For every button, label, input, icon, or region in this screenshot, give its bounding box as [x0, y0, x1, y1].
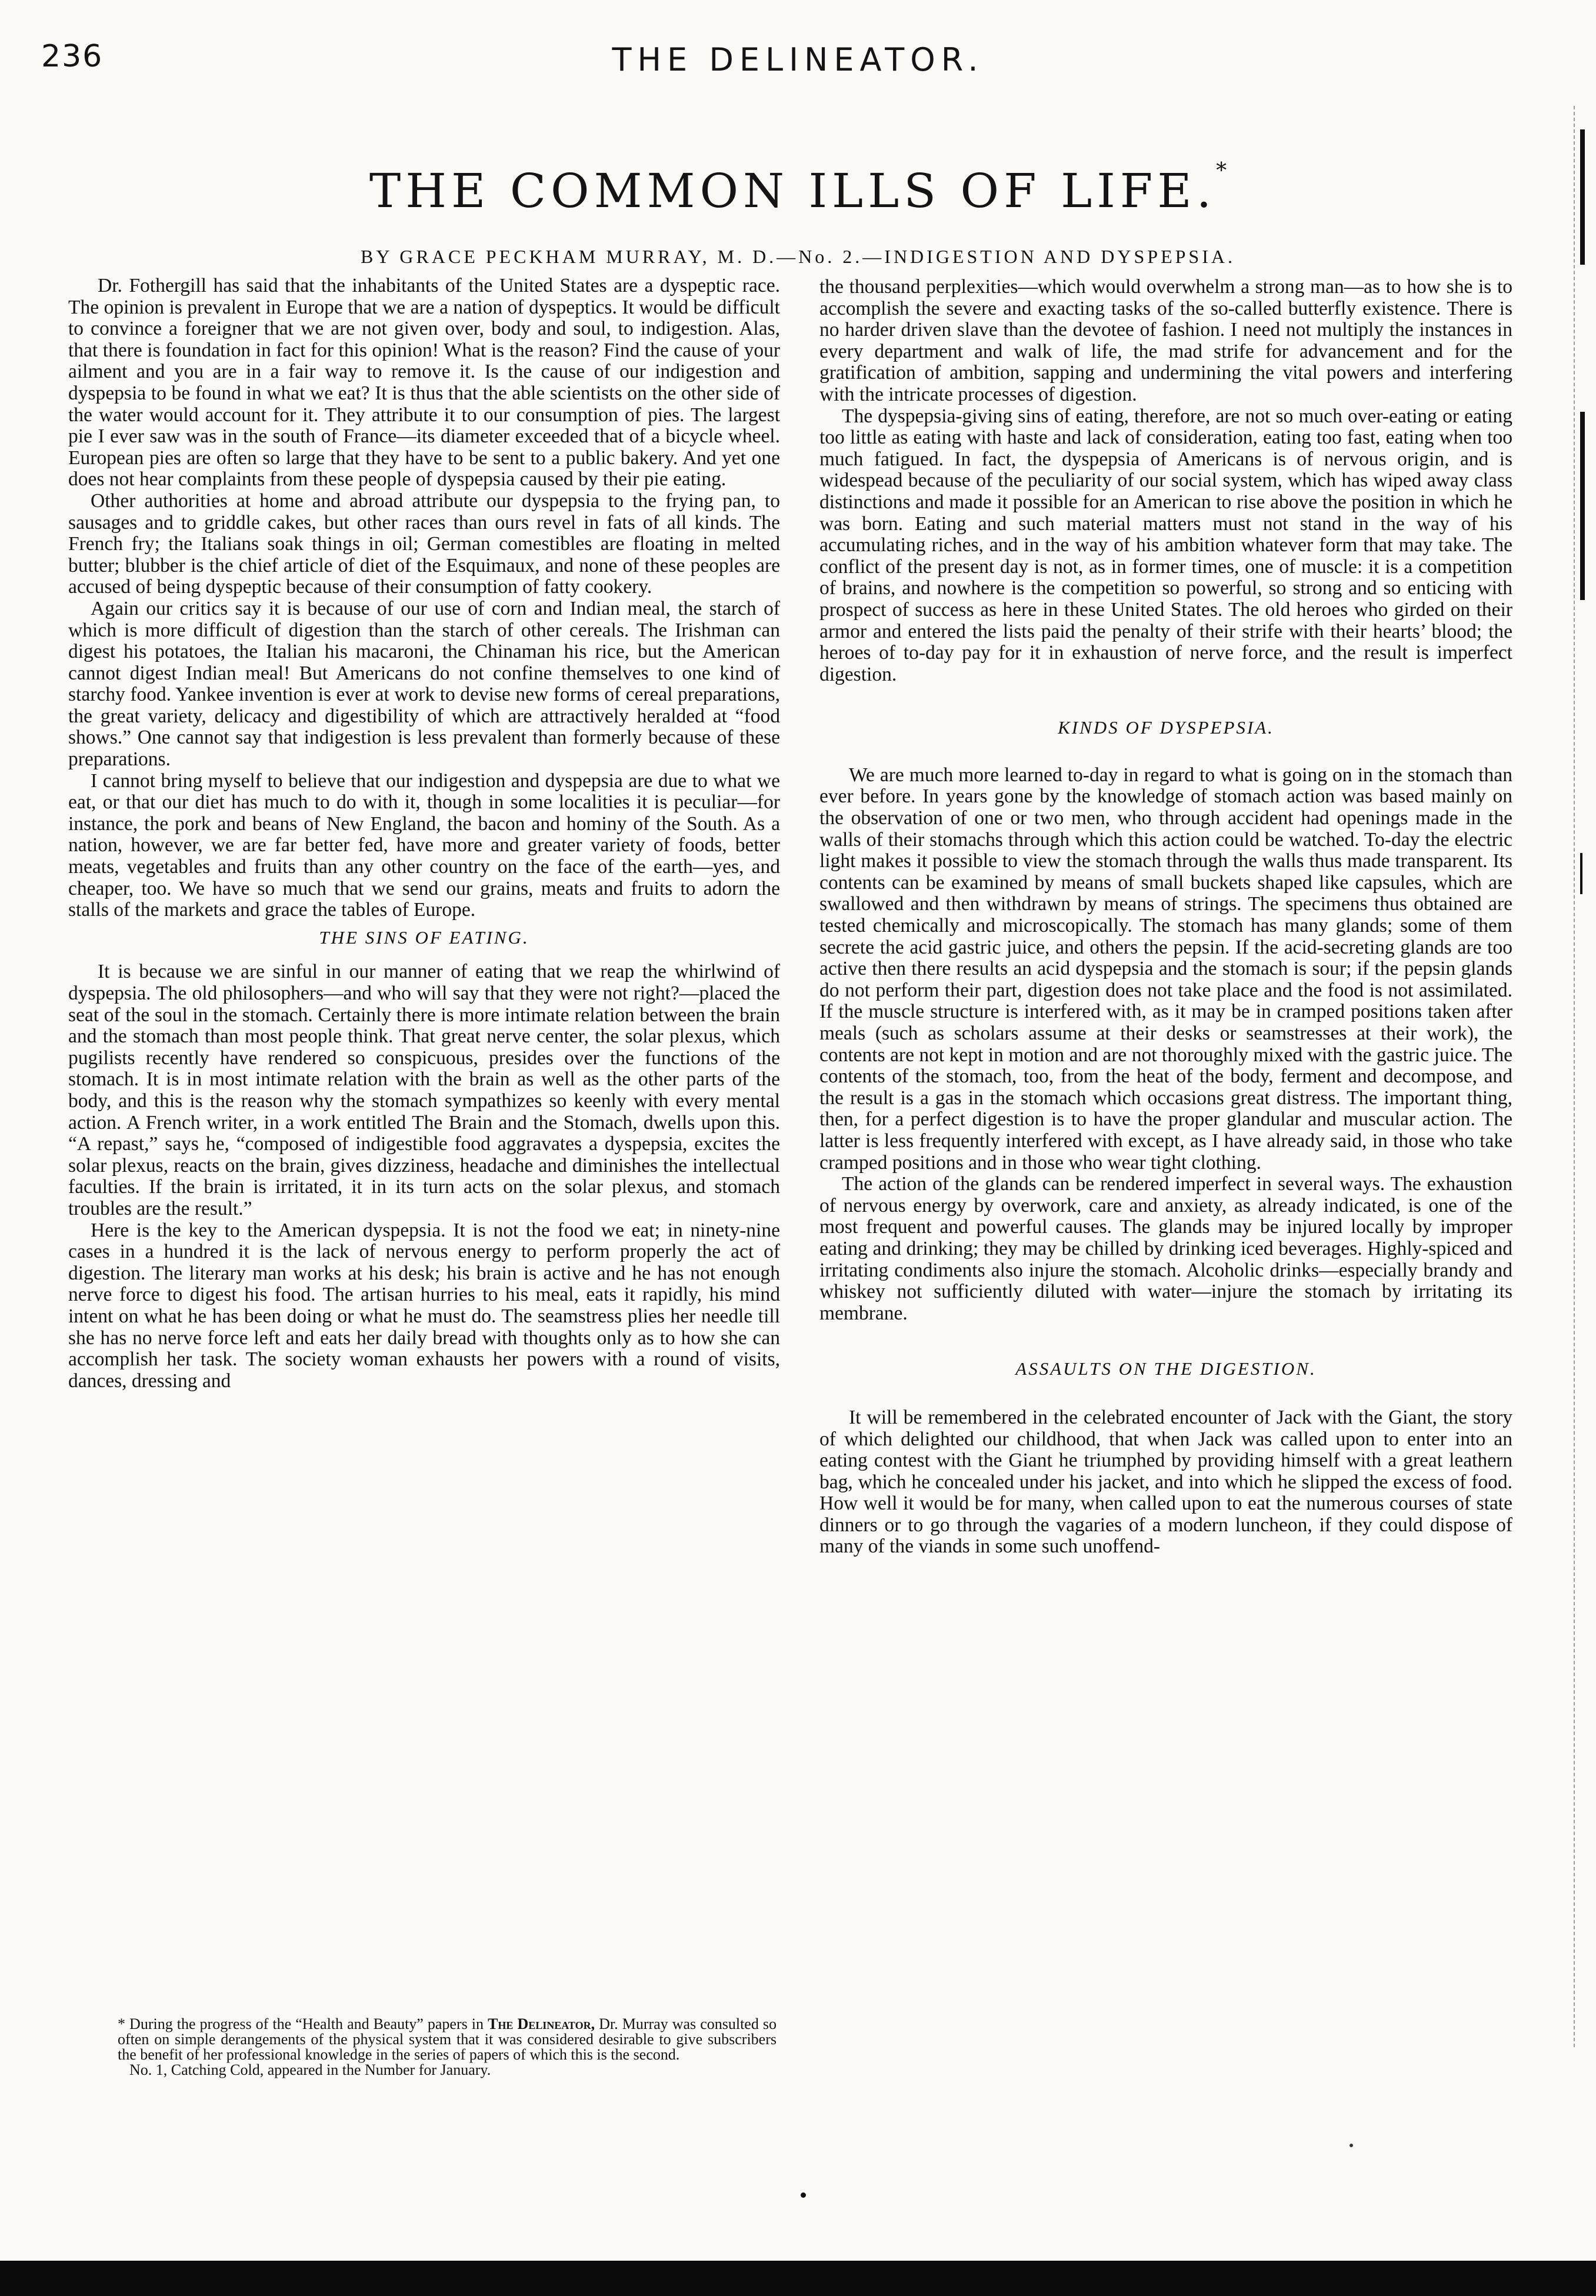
section-heading: ASSAULTS ON THE DIGESTION. — [1015, 1358, 1317, 1379]
scan-border — [0, 2261, 1596, 2296]
footnote-text: Dr. Murray was consulted so often on simple derangements of the physical system that it was considered desirable to give subscribers the benefit of her professional knowledge in the series of papers of which this is the second. — [118, 2015, 777, 2063]
section-heading: THE SINS OF EATING. — [319, 927, 529, 948]
binding-edge — [1574, 106, 1577, 2047]
paragraph: The dyspepsia-giving sins of eating, therefore, are not so much over-eating or eating too little as eating with haste and lack of consideration, eating too fast, eating when too much fatigued. In fact, the dyspepsia of Americans is of nervous origin, and is widespead because of the peculiarity of our social system, which has wiped away class distinctions and made it possible for an American to rise above the position in which he was born. Eating and such material matters must not stand in the way of his accumulating riches, and in the way of his ambition whatever form that may take. The conflict of the present day is not, as in former times, one of muscle: it is a competition of brains, and nowhere is the competition so powerful, so strong and so enticing with prospect of success as here in these United States. The old heroes who girded on their armor and entered the lists paid the penalty of their strife with their hearts’ blood; the heroes of to-day pay for it in exhaustion of nerve force, and the result is imperfect digestion. — [819, 405, 1512, 685]
paragraph: Again our critics say it is because of our use of corn and Indian meal, the starch of which is more difficult of digestion than the starch of other cereals. The Irishman can digest his potatoes, the Italian his macaroni, the Chinaman his rice, but the American cannot digest Indian meal! But Americans do not confine themselves to one kind of starchy food. Yankee invention is ever at work to devise new forms of cereal preparations, the great variety, delicacy and digestibility of which are attractively heralded at “food shows.” One cannot say that indigestion is less prevalent than formerly because of these preparations. — [68, 597, 780, 771]
paragraph: Here is the key to the American dyspepsia. It is not the food we eat; in ninety-nine cases in a hundred it is the lack of nervous energy to perform properly the act of digestion. The literary man works at his desk; his brain is active and he has not enough nerve force to digest his food. The artisan hurries to his meal, eats it rapidly, his mind intent on what he has been doing or what he must do. The seamstress plies her needle till she has no nerve force left and eats her daily bread with thoughts only as to how she can accomplish her task. The society woman exhausts her powers with a round of visits, dances, dressing and — [68, 1219, 780, 1392]
page-number: 236 — [41, 39, 104, 74]
footnote-line — [118, 2017, 777, 2062]
edge-mark — [1580, 129, 1585, 265]
section-heading: KINDS OF DYSPEPSIA. — [1058, 717, 1274, 738]
footnote-magazine-name: The Delineator, — [488, 2015, 595, 2032]
paragraph: Other authorities at home and abroad attribute our dyspepsia to the frying pan, to sausages and to griddle cakes, but other races than ours revel in fats of all kinds. The French fry; the Italians soak things in oil; German comestibles are floating in melted butter; blubber is the chief article of diet of the Esquimaux, and none of these peoples are accused of being dyspeptic because of their consumption of fatty cookery. — [68, 489, 780, 598]
article-byline: BY GRACE PECKHAM MURRAY, M. D.—No. 2.—INDIGESTION AND DYSPEPSIA. — [361, 246, 1235, 267]
paragraph: The action of the glands can be rendered imperfect in several ways. The exhaustion of nervous energy by overwork, care and anxiety, as already indicated, is one of the most frequent and powerful causes. The glands may be injured locally by improper eating and drinking; they may be chilled by drinking iced beverages. Highly-spiced and irritating condiments also injure the stomach. Alcoholic drinks—especially brandy and whiskey not sufficiently diluted with water—injure the stomach by irritating its membrane. — [819, 1173, 1512, 1324]
article-title-text: THE COMMON ILLS OF LIFE. — [369, 164, 1217, 218]
edge-mark — [1580, 412, 1585, 600]
footnote-text: * During the progress of the “Health and Beauty” papers in — [118, 2015, 484, 2032]
paragraph: It is because we are sinful in our manner of eating that we reap the whirlwind of dyspepsia. The old philosophers—and who will say that they were not right?—placed the seat of the soul in the stomach. Certainly there is more intimate relation between the brain and the stomach than most people think. That great nerve center, the solar plexus, which pugilists recently have rendered so conspicuous, presides over the functions of the stomach. It is in most intimate relation with the brain as well as the other parts of the body, and this is the reason why the stomach sympathizes so keenly with every mental action. A French writer, in a work entitled The Brain and the Stomach, dwells upon this. “A repast,” says he, “composed of indigestible food aggravates a dyspepsia, excites the solar plexus, reacts on the brain, gives dizziness, headache and diminishes the intellectual faculties. If the brain is irritated, it in its turn acts on the solar plexus, and stomach troubles are the result.” — [68, 961, 780, 1219]
paragraph: I cannot bring myself to believe that our indigestion and dyspepsia are due to what we eat, or that our diet has much to do with it, though in some localities it is peculiar—for instance, the pork and beans of New England, the bacon and hominy of the South. As a nation, however, we are far better fed, have more and greater variety of foods, better meats, vegetables and fruits than any other country on the face of the earth—yes, and cheaper, too. We have so much that we send our grains, meats and fruits to adorn the stalls of the markets and grace the tables of Europe. — [68, 769, 780, 921]
edge-mark — [1580, 853, 1582, 894]
paragraph: the thousand perplexities—which would overwhelm a strong man—as to how she is to accomplish the severe and exacting tasks of the so-called butterfly existence. There is no harder driven slave than the devotee of fashion. I need not multiply the instances in every department and walk of life, the mad strife for advancement and for the gratification of ambition, sapping and undermining the vital powers and interfering with the intricate processes of digestion. — [819, 276, 1512, 405]
page-dot — [801, 2192, 806, 2198]
ink-speck — [1350, 2144, 1353, 2147]
left-column — [68, 275, 780, 1392]
footnote-line: No. 1, Catching Cold, appeared in the Number for January. — [129, 2061, 491, 2078]
footnote-mark: * — [1216, 159, 1227, 183]
article-title — [0, 159, 1596, 218]
footnote — [118, 2017, 777, 2078]
paragraph: We are much more learned to-day in regard to what is going on in the stomach than ever before. In years gone by the knowledge of stomach action was based mainly on the observation of one or two men, who through accident had openings made in the walls of their stomachs through which this action could be watched. To-day the electric light makes it possible to view the stomach through the walls thus made transparent. Its contents can be examined by means of small buckets shaped like capsules, which are swallowed and then withdrawn by means of strings. The specimens thus obtained are tested chemically and microscopically. The stomach has many glands; some of them secrete the acid gastric juice, and others the pepsin. If the acid-secreting glands are too active then there results an acid dyspepsia and the stomach is sour; if the pepsin glands do not perform their part, digestion does not take place and the food is not assimilated. If the muscle structure is interfered with, as it may be in cramped positions taken after meals (such as scholars assume at their desks or seamstresses at their work), the contents are not kept in motion and are not thoroughly mixed with the gastric juice. The contents of the stomach, too, from the heat of the body, ferment and decompose, and the result is a gas in the stomach which occasions great distress. The important thing, then, for a perfect digestion is to have the proper glandular and muscular action. The latter is less frequently interfered with except, as I have already said, in those who take cramped positions and in those who wear tight clothing. — [819, 764, 1512, 1174]
right-column — [819, 276, 1512, 1558]
running-head: THE DELINEATOR. — [612, 41, 984, 78]
paragraph: It will be remembered in the celebrated encounter of Jack with the Giant, the story of which delighted our childhood, that when Jack was called upon to enter into an eating contest with the Giant he triumphed by providing himself with a great leathern bag, which he concealed under his jacket, and into which he slipped the excess of food. How well it would be for many, when called upon to eat the numerous courses of state dinners or to go through the vagaries of a modern luncheon, if they could dispose of many of the viands in some such unoffend- — [819, 1406, 1512, 1558]
paragraph: Dr. Fothergill has said that the inhabitants of the United States are a dyspeptic race. The opinion is prevalent in Europe that we are a nation of dyspeptics. It would be difficult to convince a foreigner that we are not given over, body and soul, to indigestion. Alas, that there is foundation in fact for this opinion! What is the reason? Find the cause of your ailment and you are in a fair way to remove it. Is the cause of our indigestion and dyspepsia to be found in what we eat? It is thus that the able scientists on the other side of the water would account for it. They attribute it to our consumption of pies. The largest pie I ever saw was in the south of France—its diameter exceeded that of a bicycle wheel. European pies are often so large that they have to be sent to a public bakery. And yet one does not hear complaints from these people of dyspepsia caused by their pie eating. — [68, 275, 780, 491]
